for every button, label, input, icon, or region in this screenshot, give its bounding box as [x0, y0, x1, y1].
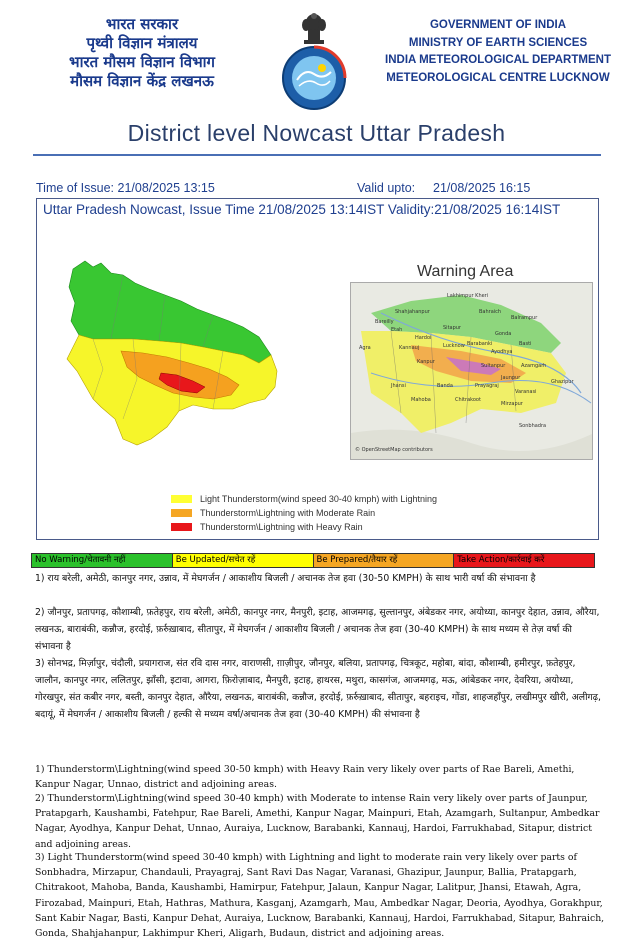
map-label: Sonbhadra	[519, 423, 547, 429]
legend-item-heavy	[171, 522, 363, 532]
map-label: Barabanki	[467, 341, 493, 347]
legend-swatch-red	[171, 523, 192, 531]
map-label: Kannauj	[399, 345, 420, 351]
legend-item-moderate	[171, 508, 375, 518]
legend-swatch-orange	[171, 509, 192, 517]
map-label: Mahoba	[411, 397, 431, 403]
hindi-header-line: पृथ्वी विज्ञान मंत्रालय	[86, 34, 198, 52]
english-header-line: GOVERNMENT OF INDIA	[429, 19, 567, 31]
legend-label: Light Thunderstorm(wind speed 30-40 kmph) with Lightning	[200, 494, 437, 504]
map-label: Lucknow	[443, 343, 465, 349]
english-warning-3: 3) Light Thunderstorm(wind speed 30-40 kmph) with Lightning and light to moderate rain very likely over parts of Sonbhadra, Mirzapur, Chandauli, Prayagraj, Sant Ravi Das Nagar, Varanasi, Ghazipur, Jaunpur, Ballia, Pratapgarh, Chitrakoot, Mahoba, Banda, Kaushambi, Hamirpur, Fatehpur, Jalaun, Kanpur Nagar, Lalitpur, Jhansi, Etawah, Agra, Firozabad, Mainpuri, Etah, Hathras, Mathura, Kasganj, Azamgarh, Mau, Ambedkar Nagar, Deoria, Ayodhya, Gorakhpur, Sant Kabir Nagar, Basti, Kanpur Dehat, Auraiya, Lucknow, Barabanki, Kannauj, Hardoi, Farrukhabad, Sitapur, Bahraich, Gonda, Shahjahanpur, Lakhimpur Kheri, Aligarh, Budaun, district and adjoining areas.	[35, 852, 605, 939]
hindi-header-line: भारत मौसम विज्ञान विभाग	[69, 53, 215, 71]
category-be-updated: Be Updated/सचेत रहें	[173, 554, 314, 567]
english-header	[378, 17, 618, 87]
hindi-header-line: मौसम विज्ञान केंद्र लखनऊ	[70, 72, 214, 90]
hindi-warning-3: 3) सोनभद्र, मिर्ज़ापुर, चंदौली, प्रयागराज, संत रवि दास नगर, वाराणसी, ग़ाज़ीपुर, जौनपुर, बलिया, प्रतापगढ़, चित्रकूट, महोबा, बांदा, कौशाम्बी, हमीरपुर, फ़तेहपुर, जालौन, कानपुर नगर, ललितपुर, झाँसी, इटावा, आगरा, फ़िरोज़ाबाद, मैनपुरी, इटाह, हाथरस, मथुरा, कासगंज, आजमगढ़, मऊ, आंबेडकर नगर, देवरिया, अयोध्या, गोरखपुर, संत कबीर नगर, बस्ती, कानपुर देहात, औरैया, लखनऊ, बाराबंकी, कन्नौज, हरदोई, फ़र्रुख़ाबाद, सीतापुर, बहराइच, गोंडा, शाहजहाँपुर, लखीमपुर खीरी, अलीगढ़, बदायूं, में मेघगर्जन / आकाशीय बिजली / हल्की से मध्यम वर्षा/अचानक तेज हवा (30-40 KMPH) की संभावना है	[35, 658, 601, 720]
nowcast-panel	[36, 198, 599, 540]
english-header-line: MINISTRY OF EARTH SCIENCES	[408, 36, 588, 49]
map-label: Lakhimpur Kheri	[447, 293, 489, 299]
issue-time: Time of Issue: 21/08/2025 13:15	[36, 181, 215, 195]
valid-upto-label: Valid upto:	[357, 181, 416, 195]
hindi-header	[52, 15, 232, 91]
title-divider	[33, 154, 601, 156]
valid-upto-value: 21/08/2025 16:15	[433, 181, 531, 195]
map-label: Gonda	[495, 331, 512, 337]
map-label: Etah	[391, 327, 403, 333]
map-label: Balrampur	[511, 315, 538, 321]
category-no-warning: No Warning/चेतावनी नहीं	[32, 554, 173, 567]
map-label: Azamgarh	[521, 363, 547, 369]
map-credit: © OpenStreetMap contributors	[355, 447, 433, 453]
hindi-header-line: भारत सरकार	[105, 15, 179, 33]
map-label: Kanpur	[417, 359, 435, 365]
category-take-action: Take Action/कार्रवाई करें	[454, 554, 594, 567]
english-header-line: INDIA METEOROLOGICAL DEPARTMENT	[385, 54, 611, 66]
map-label: Sultanpur	[481, 363, 506, 369]
map-label: Bahraich	[479, 309, 502, 315]
map-label: Prayagraj	[475, 383, 499, 389]
map-label: Mirzapur	[501, 401, 523, 407]
map-label: Chitrakoot	[455, 397, 481, 403]
map-label: Banda	[437, 383, 453, 389]
legend-label: Thunderstorm\Lightning with Heavy Rain	[200, 522, 363, 532]
map-label: Hardoi	[415, 335, 432, 341]
map-label: Basti	[519, 341, 532, 347]
nowcast-heading: Uttar Pradesh Nowcast, Issue Time 21/08/2025 13:14IST Validity:21/08/2025 16:14IST	[43, 202, 561, 217]
warning-area-title: Warning Area	[417, 263, 514, 280]
english-warning-2: 2) Thunderstorm\Lightning(wind speed 30-40 kmph) with Moderate to intense Rain very likely over parts of Jaunpur, Pratapgarh, Kaushambi, Fatehpur, Rae Bareli, Amethi, Kanpur Nagar, Mainpuri, Etah, Azamgarh, Sultanpur, Ambedkar Nagar, Ayodhya, Kanpur Dehat, Unnao, Auraiya, Lucknow, Barabanki, Kannauj, Hardoi, Farrukhabad, Sitapur, district and adjoining areas.	[35, 793, 600, 850]
page-title: District level Nowcast Uttar Pradesh	[127, 120, 506, 146]
map-label: Agra	[359, 345, 371, 351]
up-nowcast-map	[63, 259, 323, 459]
hindi-warning-1: 1) राय बरेली, अमेठी, कानपुर नगर, उन्नाव, में मेघगर्जन / आकाशीय बिजली / अचानक तेज हवा (30-50 KMPH) के साथ भारी वर्षा की संभावना है	[35, 573, 536, 584]
english-header-line: METEOROLOGICAL CENTRE LUCKNOW	[386, 71, 610, 84]
warning-category-bar	[31, 553, 595, 568]
map-label: Shahjahanpur	[395, 309, 430, 315]
legend-swatch-yellow	[171, 495, 192, 503]
map-label: Ghazipur	[551, 379, 574, 385]
legend-item-light	[171, 494, 437, 504]
map-label: Ayodhya	[491, 349, 513, 355]
english-warning-1: 1) Thunderstorm\Lightning(wind speed 30-50 kmph) with Heavy Rain very likely over parts of Rae Bareli, Amethi, Kanpur Nagar, Unnao, district and adjoining areas.	[35, 764, 575, 791]
warning-area-map	[350, 282, 593, 460]
category-be-prepared: Be Prepared/तैयार रहें	[314, 554, 455, 567]
hindi-warning-2: 2) जौनपुर, प्रतापगढ़, कौशाम्बी, फ़तेहपुर, राय बरेली, अमेठी, कानपुर नगर, मैनपुरी, इटाह, आजमगढ़, सुल्तानपुर, अंबेडकर नगर, अयोध्या, कानपुर देहात, उन्नाव, औरैया, लखनऊ, बाराबंकी, कन्नौज, हरदोई, फ़र्रुख़ाबाद, सीतापुर, में मेघगर्जन / आकाशीय बिजली / अचानक तेज हवा (30-40 KMPH) के साथ मध्यम से तेज़ वर्षा की संभावना है	[35, 607, 600, 652]
map-label: Varanasi	[515, 389, 537, 395]
legend-label: Thunderstorm\Lightning with Moderate Rain	[200, 508, 376, 518]
map-label: Jhansi	[391, 383, 406, 389]
imd-emblem-logo	[270, 6, 358, 114]
map-label: Jaunpur	[501, 375, 521, 381]
map-label: Bareilly	[375, 319, 394, 325]
map-label: Sitapur	[443, 325, 461, 331]
